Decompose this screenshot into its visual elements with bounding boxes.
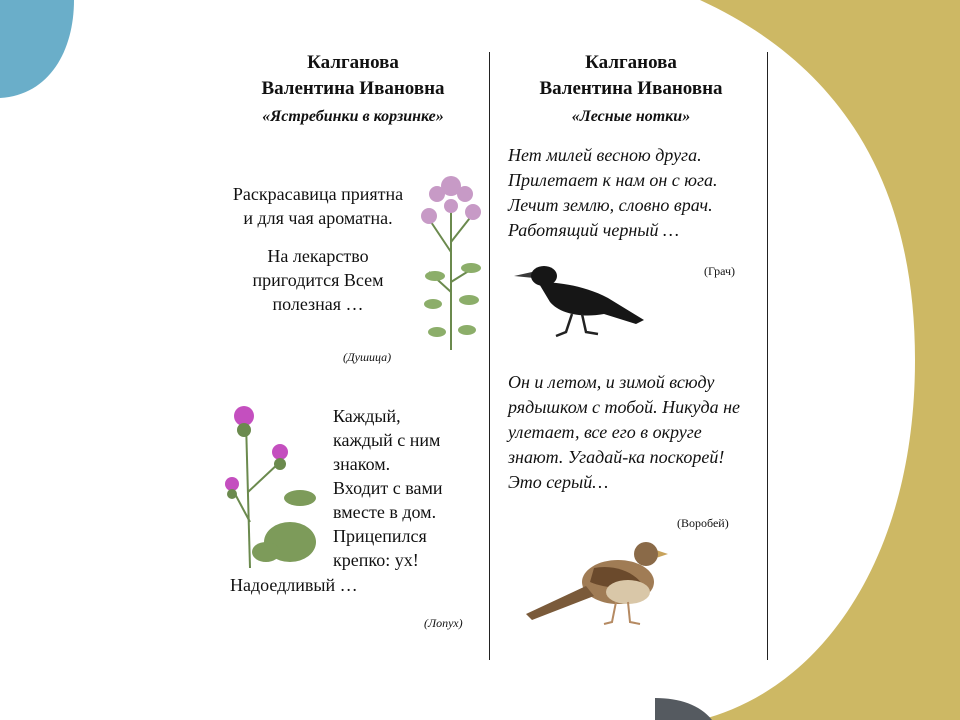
riddle-line: вместе в дом. [333,502,437,522]
right-column [500,50,762,126]
riddle-line: крепко: ух! [333,550,419,570]
blue-corner-shape [0,0,74,98]
riddle-line: каждый с ним [333,430,441,450]
grey-bottom-shape [655,698,712,720]
riddle-burdock [333,404,483,572]
sparrow-bird-icon [524,538,670,628]
book-title: «Ястребинки в корзинке» [262,108,444,125]
column-divider [767,52,768,660]
riddle-sparrow: Он и летом, и зимой всюду рядышком с тобой. Никуда не улетает, все его в округе знают. Угадай-ка поскорей! Это серый… [508,372,740,492]
riddle-rook: Нет милей весною друга. Прилетает к нам он с юга. Лечит землю, словно врач. Работящий черный … [508,145,718,240]
author-name: Калганова [307,52,399,73]
riddle-oregano [228,182,408,316]
riddle-answer: (Грач) [704,264,736,278]
author-name: Калганова [585,52,677,73]
burdock-flower-icon [220,402,324,570]
riddle-line: Каждый, [333,406,401,426]
riddle-line: Входит с вами [333,478,443,498]
left-column [222,50,484,126]
riddle-paragraph: Раскрасавица приятна и для чая ароматна. [232,184,404,228]
oregano-flower-icon [415,172,487,352]
riddle-line: Прицепился [333,526,427,546]
book-title: «Лесные нотки» [571,108,691,125]
riddle-answer: (Душица) [343,350,392,364]
column-divider [489,52,490,660]
rook-bird-icon [512,262,648,342]
riddle-last-line: Надоедливый … [230,575,358,595]
author-name: Валентина Ивановна [261,78,445,99]
riddle-answer: (Лопух) [424,616,463,630]
riddle-answer: (Воробей) [677,516,729,530]
riddle-line: знаком. [333,454,391,474]
author-name: Валентина Ивановна [539,78,723,99]
riddle-paragraph: На лекарство пригодится Всем полезная … [252,246,384,314]
